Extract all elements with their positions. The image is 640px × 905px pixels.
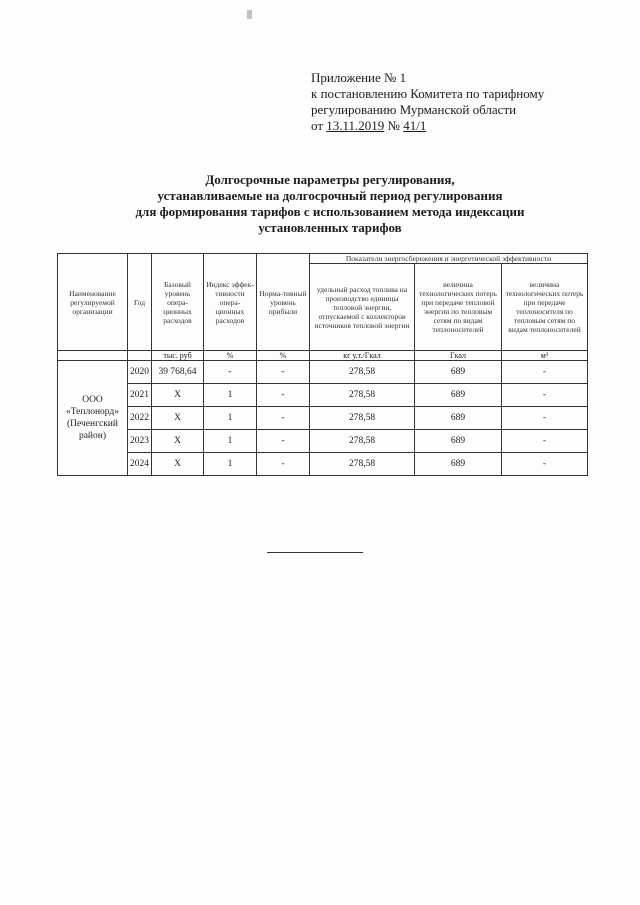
cell-heat: 689 <box>415 384 502 407</box>
title-line-2: устанавливаемые на долгосрочный период регулирования <box>157 188 503 203</box>
appendix-line-1: Приложение № 1 <box>311 70 407 85</box>
appendix-date-line <box>311 118 631 134</box>
cell-index: 1 <box>204 384 257 407</box>
cell-carrier: - <box>502 430 588 453</box>
appendix-line-2: к постановлению Комитета по тарифному <box>311 86 545 101</box>
org-name: ООО «Теплонорд» (Печенгский район) <box>58 361 128 476</box>
cell-index: 1 <box>204 430 257 453</box>
title-line-1: Долгосрочные параметры регулирования, <box>205 172 455 187</box>
cell-carrier: - <box>502 453 588 476</box>
table-row <box>58 453 588 476</box>
cell-carrier: - <box>502 384 588 407</box>
header-efficiency-index: Индекс эффек-тивности опера-ционных расходов <box>204 254 257 351</box>
appendix-block <box>311 70 631 134</box>
cell-fuel: 278,58 <box>310 361 415 384</box>
cell-index: 1 <box>204 453 257 476</box>
cell-index: 1 <box>204 407 257 430</box>
title-line-4: установленных тарифов <box>258 220 402 235</box>
cell-heat: 689 <box>415 430 502 453</box>
header-year: Год <box>128 254 152 351</box>
cell-heat: 689 <box>415 361 502 384</box>
cell-base: X <box>152 453 204 476</box>
cell-year: 2021 <box>128 384 152 407</box>
cell-base: X <box>152 384 204 407</box>
header-carrier-loss: величина технологических потерь при передаче теплоносителя по тепловым сетям по видам теплоносителей <box>502 264 588 351</box>
cell-year: 2023 <box>128 430 152 453</box>
cell-heat: 689 <box>415 407 502 430</box>
page-mark <box>247 10 252 19</box>
cell-profit: - <box>257 384 310 407</box>
cell-carrier: - <box>502 361 588 384</box>
cell-fuel: 278,58 <box>310 430 415 453</box>
unit-index: % <box>204 351 257 361</box>
document-title <box>70 172 590 236</box>
table-row <box>58 430 588 453</box>
header-energy-group: Показатели энергосбережения и энергетической эффективности <box>310 254 588 264</box>
number-prefix: № <box>387 118 400 133</box>
cell-carrier: - <box>502 407 588 430</box>
unit-carrier: м³ <box>502 351 588 361</box>
cell-base: X <box>152 430 204 453</box>
cell-base: X <box>152 407 204 430</box>
unit-base: тыс. руб <box>152 351 204 361</box>
cell-fuel: 278,58 <box>310 453 415 476</box>
table-row <box>58 407 588 430</box>
appendix-line-3: регулированию Мурманской области <box>311 102 517 117</box>
cell-fuel: 278,58 <box>310 407 415 430</box>
cell-fuel: 278,58 <box>310 384 415 407</box>
cell-profit: - <box>257 407 310 430</box>
cell-profit: - <box>257 361 310 384</box>
table-row <box>58 361 588 384</box>
closing-rule <box>267 552 363 553</box>
unit-profit: % <box>257 351 310 361</box>
cell-year: 2022 <box>128 407 152 430</box>
header-fuel-rate: удельный расход топлива на производство единицы тепловой энергии, отпускаемой с коллекторов источников тепловой энергии <box>310 264 415 351</box>
cell-heat: 689 <box>415 453 502 476</box>
cell-year: 2020 <box>128 361 152 384</box>
cell-year: 2024 <box>128 453 152 476</box>
header-org: Наименование регулируемой организации <box>58 254 128 351</box>
decree-number: 41/1 <box>403 118 427 133</box>
header-heat-loss: величина технологических потерь при передаче тепловой энергии по тепловым сетям по видам теплоносителей <box>415 264 502 351</box>
unit-heat: Гкал <box>415 351 502 361</box>
parameters-table <box>57 253 588 476</box>
title-line-3: для формирования тарифов с использованием метода индексации <box>135 204 525 219</box>
cell-profit: - <box>257 430 310 453</box>
table-row <box>58 384 588 407</box>
decree-date: 13.11.2019 <box>326 118 385 133</box>
date-prefix: от <box>311 118 324 133</box>
header-profit-norm: Норма-тивный уровень прибыли <box>257 254 310 351</box>
cell-base: 39 768,64 <box>152 361 204 384</box>
cell-index: - <box>204 361 257 384</box>
cell-profit: - <box>257 453 310 476</box>
header-base-level: Базовый уровень опера-ционных расходов <box>152 254 204 351</box>
unit-fuel: кг у.т./Гкал <box>310 351 415 361</box>
